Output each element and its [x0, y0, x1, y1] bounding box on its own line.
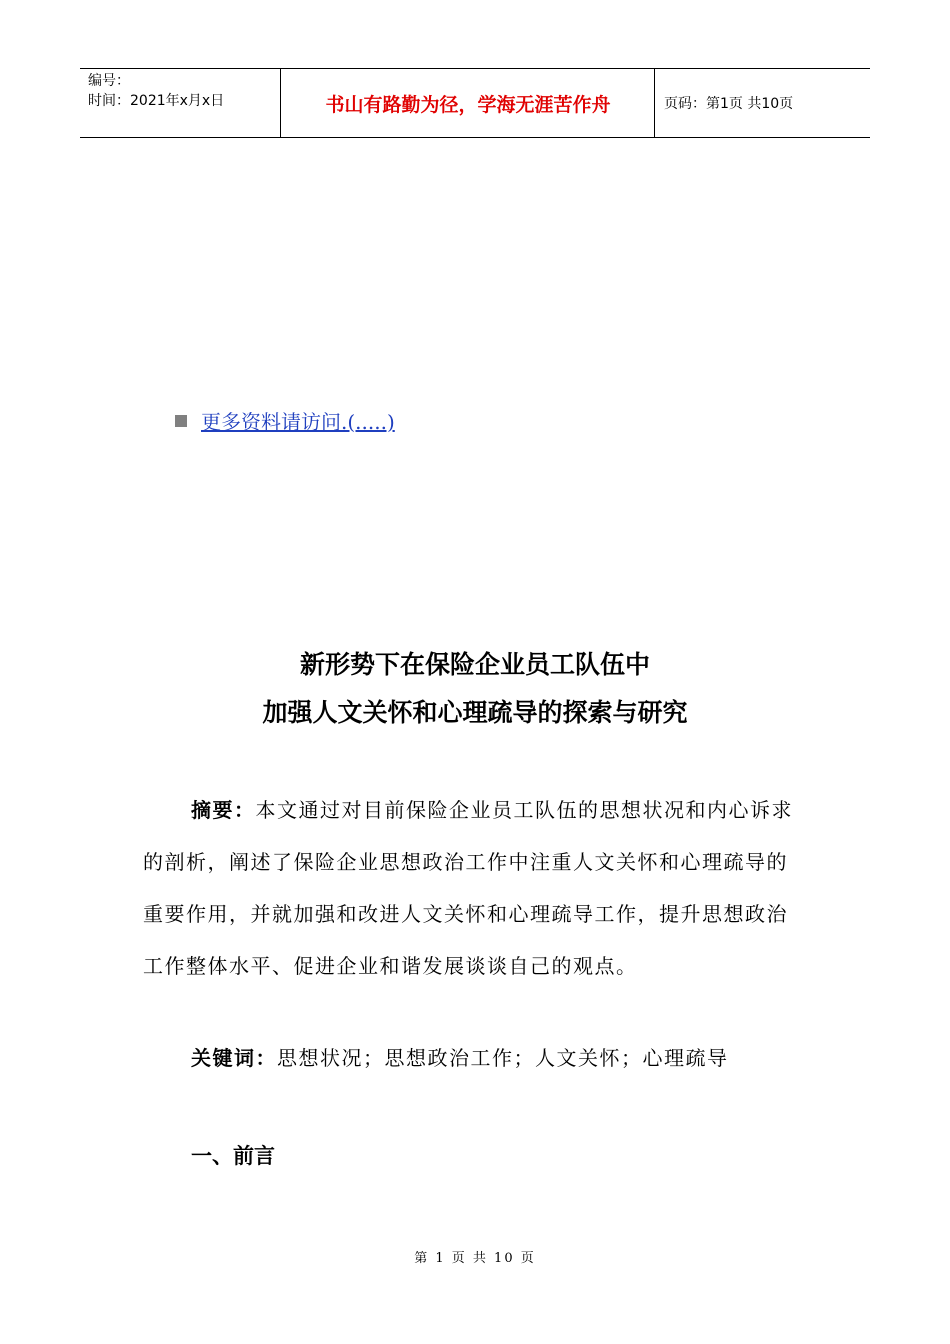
keywords-paragraph — [143, 1032, 807, 1084]
document-title-line2: 加强人文关怀和心理疏导的探索与研究 — [262, 698, 688, 727]
keywords-label: 关键词： — [191, 1046, 277, 1070]
square-bullet-icon — [175, 415, 187, 427]
header-divider — [654, 69, 655, 137]
header-page-info: 页码：第1页 共10页 — [664, 96, 794, 112]
page-footer: 第 1 页 共 10 页 — [414, 1251, 536, 1266]
abstract-text: 本文通过对目前保险企业员工队伍的思想状况和内心诉求的剖析，阐述了保险企业思想政治工作中注重人文关怀和心理疏导的重要作用，并就加强和改进人文关怀和心理疏导工作，提升思想政治工作整体水平、促进企业和谐发展谈谈自己的观点。 — [143, 798, 793, 978]
section-heading: 一、前言 — [191, 1144, 275, 1168]
header-meta — [88, 71, 280, 111]
abstract-label: 摘要： — [191, 798, 256, 822]
number-label: 编号： — [88, 73, 130, 89]
more-resources-link[interactable]: 更多资料请访问.(.....) — [201, 410, 395, 434]
document-title-line1: 新形势下在保险企业员工队伍中 — [299, 650, 650, 679]
time-label: 时间：2021年x月x日 — [88, 93, 225, 109]
page-header — [80, 68, 870, 138]
keywords-text: 思想状况；思想政治工作；人文关怀；心理疏导 — [277, 1046, 729, 1070]
header-motto: 书山有路勤为径，学海无涯苦作舟 — [325, 93, 611, 116]
header-divider — [280, 69, 281, 137]
more-resources-line — [175, 406, 395, 435]
abstract-paragraph — [143, 784, 807, 992]
